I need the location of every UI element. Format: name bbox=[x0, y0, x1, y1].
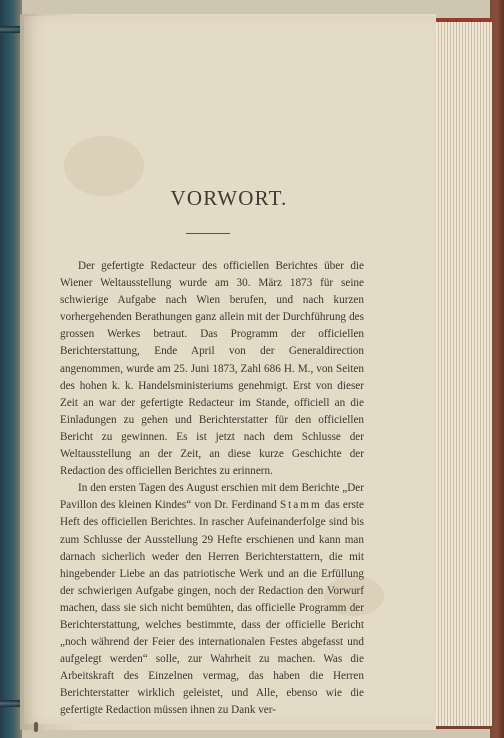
paragraph-text: das erste Heft des officiellen Berichtes. In rascher Aufeinanderfolge sind bis zum Schlusse der Ausstellung 29 Hefte erschienen und kann man darnach sicherlich weder den Herren Berichterstattern, die mit hingebender Liebe an das patriotische Werk und an die Erfüllung der schwierigen Aufgabe gingen, noch der Redaction den Vorwurf machen, dass sie sich nicht bemühten, das officielle Programm der Berichterstattung, welches bestimmte, dass der officielle Bericht „noch während der Feier des internationalen Festes abgefasst und aufgelegt werden“ solle, zur Wahrheit zu machen. Was die Arbeitskraft des Einzelnen vermag, das haben die Herren Berichterstatter wirklich geleistet, und Alle, ebenso wie die gefertigte Redaction müssen ihnen zu Dank ver- bbox=[60, 499, 364, 717]
paragraph-text: In den ersten Tagen des August erschien mit dem Berichte „Der Pavillon des kleinen Kindes“ von Dr. Ferdinand bbox=[60, 482, 364, 512]
book-cover-right bbox=[490, 0, 504, 738]
paragraph: Der gefertigte Redacteur des officiellen Berichtes über die Wiener Weltausstellung wurde am 30. März 1873 für seine schwierige Aufgabe nach Wien berufen, und nach kurzen vorhergehenden Berathungen ganz allein mit der Durchführung des grossen Werkes betraut. Das Programm der officiellen Berichterstattung, Ende April von der Generaldirection angenommen, wurde am 25. Juni 1873, Zahl 686 H. M., von Seiten des hohen k. k. Handelsministeriums genehmigt. Erst von dieser Zeit an war der gefertigte Redacteur im Stande, officiell an die Einladungen zu gehen und Berichterstatter für den officiellen Bericht zu gewinnen. Es ist jetzt nach dem Schlusse der Weltausstellung an der Zeit, an diese kurze Geschichte der Redaction des officiellen Berichtes zu erinnern. bbox=[60, 260, 364, 478]
page-edges bbox=[430, 18, 492, 729]
page-title: VORWORT. bbox=[170, 186, 288, 210]
preface-body bbox=[60, 258, 364, 720]
book-spine-left bbox=[0, 0, 22, 738]
title-divider bbox=[186, 233, 230, 234]
paragraph bbox=[60, 480, 364, 719]
spine-band bbox=[0, 26, 22, 33]
margin-mark bbox=[34, 722, 38, 732]
author-name: Stamm bbox=[279, 499, 322, 512]
spine-band bbox=[0, 700, 22, 707]
